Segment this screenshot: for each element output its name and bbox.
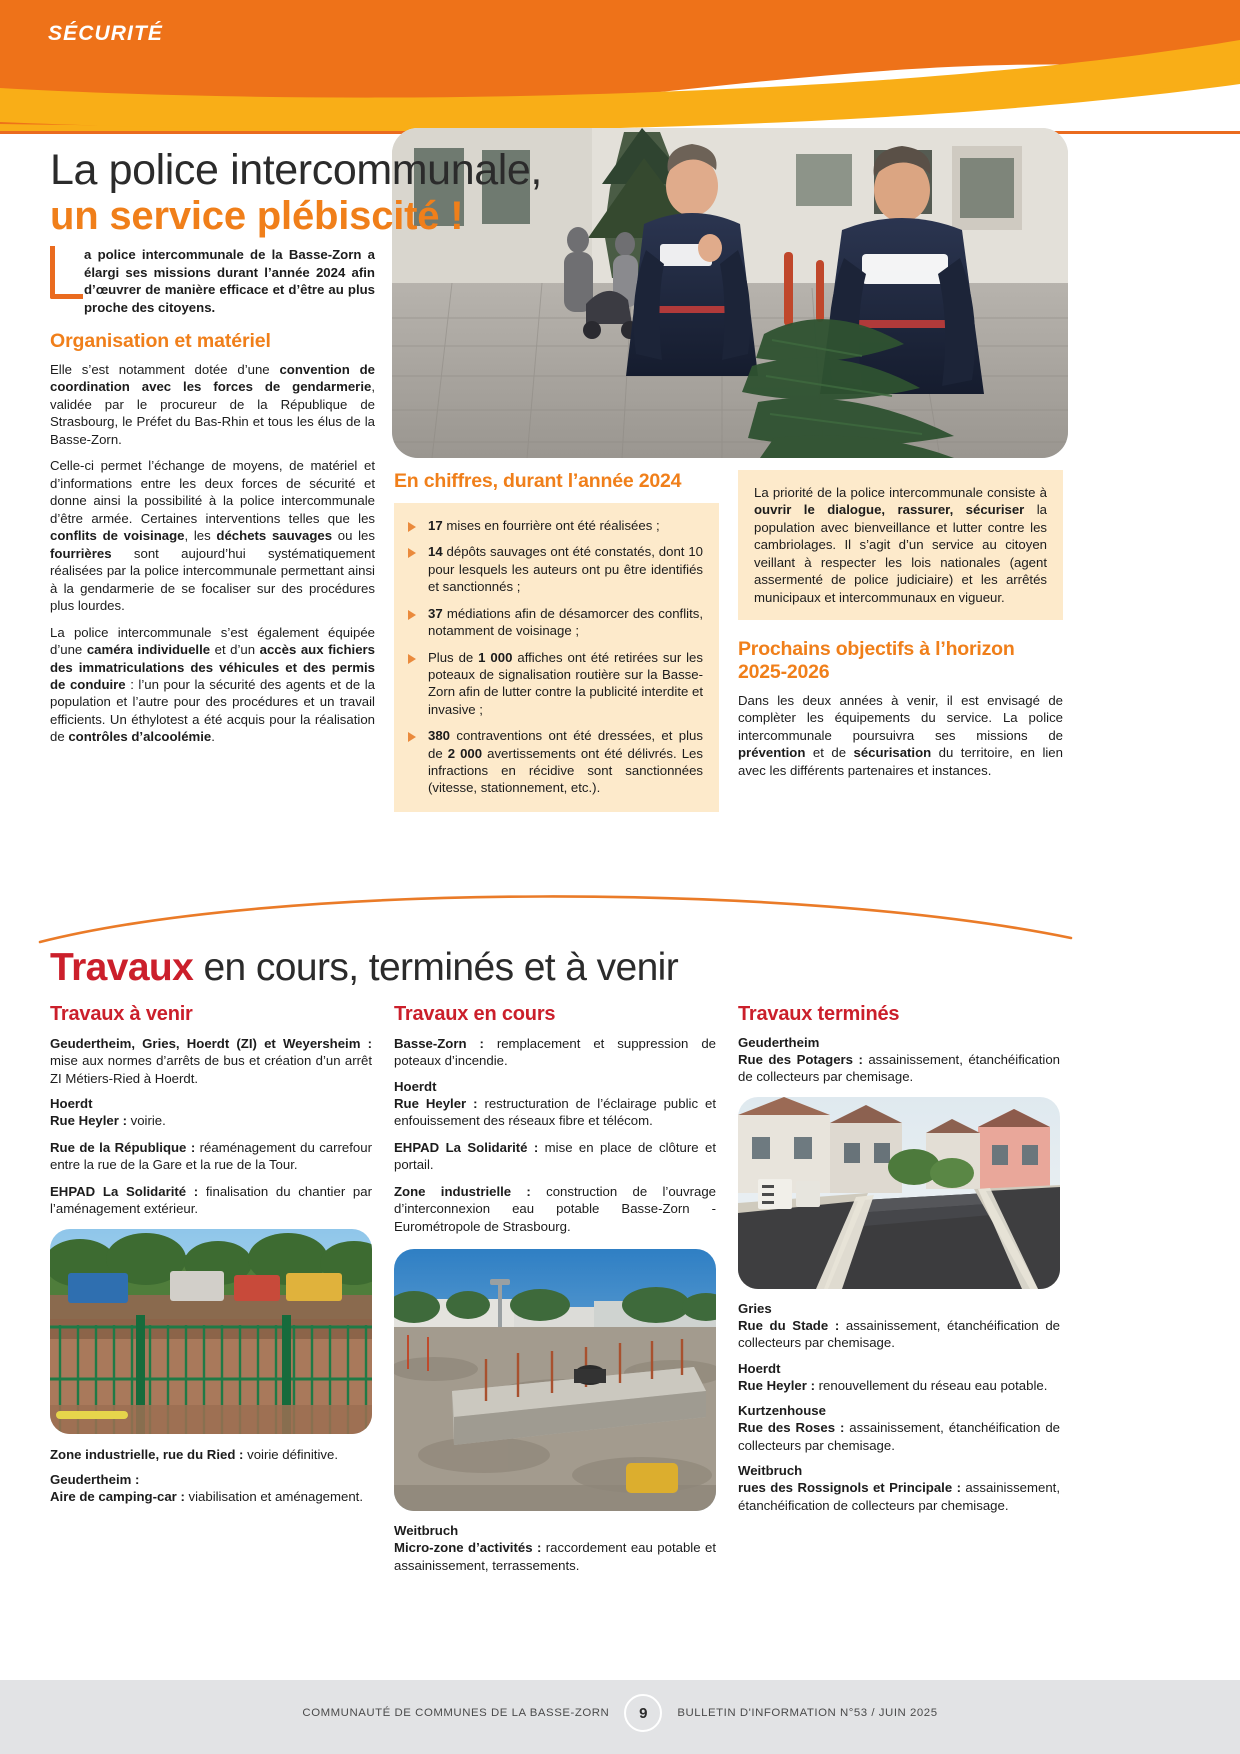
article-title [50, 148, 610, 237]
travaux-item: EHPAD La Solidarité : mise en place de clôture et portail. [394, 1139, 716, 1173]
triangle-bullet-icon [408, 522, 416, 532]
travaux-commune: Hoerdt [738, 1360, 781, 1376]
list-item: 17 mises en fourrière ont été réalisées ; [408, 517, 703, 534]
photo-chantier [394, 1249, 716, 1511]
article-title-line2: un service plébiscité ! [50, 193, 464, 238]
list-item: 14 dépôts sauvages ont été constatés, dont 10 pour lesquels les auteurs ont pu être identifiés et sanctionnés ; [408, 543, 703, 595]
travaux-commune: Geudertheim : [50, 1472, 140, 1488]
priority-text: La priorité de la police intercommunale consiste à ouvrir le dialogue, rassurer, sécuriser la population avec bienveillance et lutter contre les cambriolages. Il s’agit d’un service au citoyen veillant à respecter les lois nationales (agent assermenté de police judiciaire) et les arrêtés municipaux et intercommunaux en vigueur. [754, 485, 1047, 605]
footer-content [0, 1694, 1240, 1732]
dropcap-l [50, 246, 83, 299]
travaux-item: Rue Heyler : voirie. [50, 1113, 166, 1129]
travaux-termines-heading: Travaux terminés [738, 1003, 900, 1025]
left-column [50, 246, 375, 755]
travaux-a-venir-column [50, 1003, 372, 1515]
travaux-item: Rue des Potagers : assainissement, étanchéification de collecteurs par chemisage. [738, 1052, 1060, 1085]
list-item: 380 contraventions ont été dressées, et plus de 2 000 avertissements ont été délivrés. Les infractions en récidive sont sanctionnées (vitesse, stationnement, etc.). [408, 727, 703, 797]
photo-aire-de-jeux [50, 1229, 372, 1434]
right-column [738, 470, 1063, 788]
page-footer [0, 1680, 1240, 1754]
triangle-bullet-icon [408, 610, 416, 620]
photo-illustration [738, 1097, 1060, 1289]
travaux-title: Travaux en cours, terminés et à venir [50, 946, 679, 989]
travaux-item: Zone industrielle : construction de l’ouvrage d’interconnexion eau potable Basse-Zorn - Eurométropole de Strasbourg. [394, 1183, 716, 1234]
paragraph-equipement: La police intercommunale s’est également équipée d’une caméra individuelle et d’un accès aux fichiers des immatriculations des véhicules et des permis de conduire : l’un pour la sécurité des agents et de la population et l’autre pour des procédures et un travail efficients. Un éthylotest a été acquis pour la réalisation de contrôles d’alcoolémie. [50, 624, 375, 745]
travaux-commune: Hoerdt [50, 1096, 93, 1112]
section-divider [38, 880, 1073, 950]
travaux-item: rues des Rossignols et Principale : assainissement, étanchéification de collecteurs par chemisage. [738, 1480, 1060, 1513]
stats-heading: En chiffres, durant l’année 2024 [394, 470, 682, 492]
banner-shape [0, 0, 1240, 136]
article-title-line1: La police intercommunale, [50, 146, 542, 194]
stats-column [394, 470, 719, 812]
travaux-termines-column [738, 1003, 1060, 1523]
stats-box [394, 503, 719, 812]
priority-box [738, 470, 1063, 620]
header-banner [0, 0, 1240, 136]
triangle-bullet-icon [408, 548, 416, 558]
subheading-organisation: Organisation et matériel [50, 329, 271, 352]
travaux-commune: Hoerdt [394, 1078, 437, 1094]
travaux-commune: Kurtzenhouse [738, 1403, 826, 1419]
list-item: Plus de 1 000 affiches ont été retirées sur les poteaux de signalisation routière sur la Basse-Zorn afin de lutter contre la publicité interdite et invasive ; [408, 649, 703, 719]
objectives-text: Dans les deux années à venir, il est envisagé de complèter les équipements du service. La police intercommunale poursuivra ses missions de prévention et de sécurisation du territoire, en lien avec les différents partenaires et instances. [738, 692, 1063, 778]
lede-paragraph [50, 246, 375, 317]
triangle-bullet-icon [408, 732, 416, 742]
travaux-a-venir-heading: Travaux à venir [50, 1003, 193, 1025]
travaux-en-cours-column [394, 1003, 716, 1583]
travaux-en-cours-heading: Travaux en cours [394, 1003, 556, 1025]
objectives-heading: Prochains objectifs à l’horizon 2025-2026 [738, 638, 1015, 683]
travaux-item: Rue Heyler : restructuration de l’éclairage public et enfouissement des réseaux fibre et télécom. [394, 1095, 716, 1129]
lede-text: a police intercommunale de la Basse-Zorn a élargi ses missions durant l’année 2024 afin d’œuvrer de manière efficace et d’être au plus proche des citoyens. [84, 247, 375, 316]
stats-list [408, 517, 703, 797]
travaux-commune: Weitbruch [394, 1523, 459, 1539]
paragraph-convention: Elle s’est notamment dotée d’une convention de coordination avec les forces de gendarmerie, validée par le procureur de la République de Strasbourg, le Préfet du Bas-Rhin et tous les élus de la Basse-Zorn. [50, 361, 375, 447]
travaux-item: Rue Heyler : renouvellement du réseau eau potable. [738, 1377, 1048, 1393]
travaux-item: Rue de la République : réaménagement du carrefour entre la rue de la Gare et la rue de la Tour. [50, 1139, 372, 1173]
triangle-bullet-icon [408, 654, 416, 664]
list-item: 37 médiations afin de désamorcer des conflits, notamment de voisinage ; [408, 605, 703, 640]
travaux-item: Aire de camping-car : viabilisation et aménagement. [50, 1489, 363, 1505]
footer-left-text: COMMUNAUTÉ DE COMMUNES DE LA BASSE-ZORN [302, 1707, 610, 1719]
curve-line [38, 880, 1073, 950]
travaux-item: Rue du Stade : assainissement, étanchéification de collecteurs par chemisage. [738, 1317, 1060, 1351]
travaux-item: Zone industrielle, rue du Ried : voirie définitive. [50, 1446, 338, 1462]
photo-illustration [50, 1229, 372, 1434]
page-number-badge: 9 [624, 1694, 662, 1732]
photo-rue-renovee [738, 1097, 1060, 1289]
travaux-item: EHPAD La Solidarité : finalisation du chantier par l’aménagement extérieur. [50, 1183, 372, 1217]
travaux-item: Rue des Roses : assainissement, étanchéification de collecteurs par chemisage. [738, 1420, 1060, 1453]
travaux-item: Basse-Zorn : remplacement et suppression de poteaux d’incendie. [394, 1036, 716, 1069]
photo-illustration [394, 1249, 716, 1511]
travaux-item: Geudertheim, Gries, Hoerdt (ZI) et Weyersheim : mise aux normes d’arrêts de bus et création d’un arrêt ZI Métiers-Ried à Hoerdt. [50, 1036, 372, 1086]
paragraph-echange: Celle-ci permet l’échange de moyens, de matériel et d’informations entre les deux forces de sécurité et donne ainsi la possibilité à la police intercommunale d’être armée. Certaines interventions telles que les conflits de voisinage, les déchets sauvages ou les fourrières sont aujourd’hui systématiquement réalisées par la police intercommunale permettant ainsi à la gendarmerie de se focaliser sur des procédures plus lourdes. [50, 458, 375, 614]
footer-right-text: BULLETIN D'INFORMATION N°53 / JUIN 2025 [677, 1707, 938, 1719]
section-label: SÉCURITÉ [48, 22, 163, 45]
travaux-commune: Geudertheim [738, 1035, 820, 1050]
travaux-commune: Weitbruch [738, 1463, 803, 1479]
travaux-item: Micro-zone d’activités : raccordement eau potable et assainissement, terrassements. [394, 1540, 716, 1573]
travaux-commune: Gries [738, 1300, 772, 1316]
